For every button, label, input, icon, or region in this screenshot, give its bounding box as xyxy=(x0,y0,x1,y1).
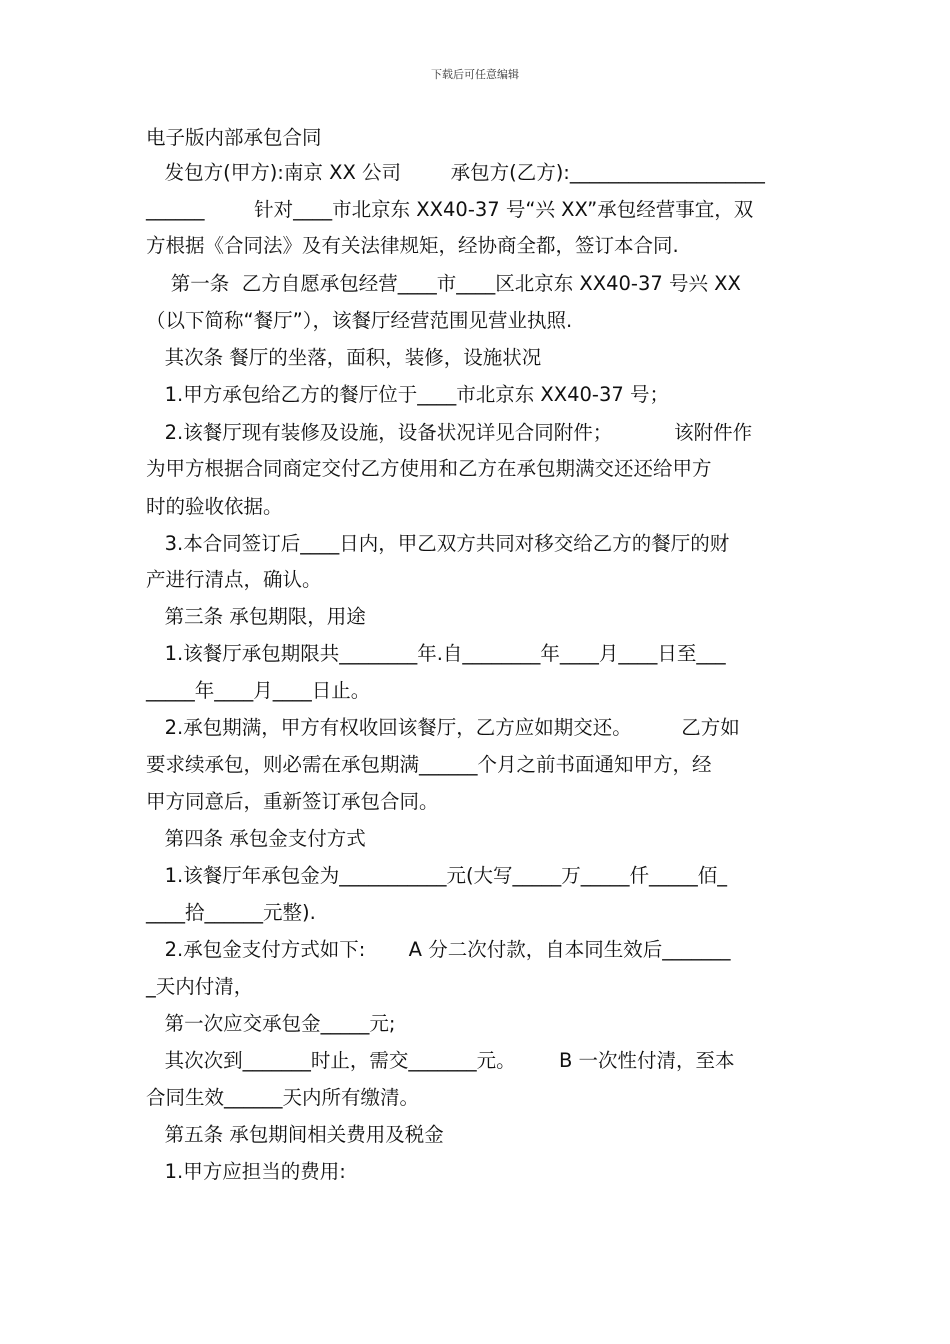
text-line: _____年____月____日止。 xyxy=(146,679,371,702)
text-line: 第三条 承包期限，用途 xyxy=(146,605,366,628)
text-line: 第五条 承包期间相关费用及税金 xyxy=(146,1123,444,1146)
text-line: 2.该餐厅现有装修及设施，设备状况详见合同附件； 该附件作 xyxy=(146,421,753,444)
text-line: 发包方(甲方):南京 XX 公司 承包方(乙方):____________________ xyxy=(146,161,765,184)
text-line: （以下简称“餐厅”），该餐厅经营范围见营业执照. xyxy=(146,309,573,332)
text-line: 2.承包期满，甲方有权收回该餐厅，乙方应如期交还。 乙方如 xyxy=(146,716,740,739)
text-line: 第一次应交承包金_____元; xyxy=(146,1012,396,1035)
text-line: 第四条 承包金支付方式 xyxy=(146,827,366,850)
text-line: 为甲方根据合同商定交付乙方使用和乙方在承包期满交还还给甲方 xyxy=(146,457,712,480)
text-line: 时的验收依据。 xyxy=(146,495,283,518)
text-line: ____拾______元整). xyxy=(146,901,316,924)
text-line: 3.本合同签订后____日内，甲乙双方共同对移交给乙方的餐厅的财 xyxy=(146,532,730,555)
text-line: 要求续承包，则必需在承包期满______个月之前书面通知甲方，经 xyxy=(146,753,712,776)
text-line: 其次次到_______时止，需交_______元。 B 一次性付清，至本 xyxy=(146,1049,735,1072)
text-line: 方根据《合同法》及有关法律规矩，经协商全都，签订本合同. xyxy=(146,234,679,257)
text-line: 1.甲方承包给乙方的餐厅位于____市北京东 XX40-37 号； xyxy=(146,383,669,406)
text-line: 其次条 餐厅的坐落，面积，装修，设施状况 xyxy=(146,346,542,369)
text-line: 1.该餐厅承包期限共________年.自________年____月____日至___ xyxy=(146,642,726,665)
text-line: 2.承包金支付方式如下: A 分二次付款，自本同生效后_______ xyxy=(146,938,731,961)
text-line: _天内付清， xyxy=(146,975,254,998)
page-header: 下载后可任意编辑 xyxy=(431,68,519,81)
text-line: 产进行清点，确认。 xyxy=(146,568,322,591)
text-line: 第一条 乙方自愿承包经营____市____区北京东 XX40-37 号兴 XX xyxy=(146,272,741,295)
text-line: 甲方同意后，重新签订承包合同。 xyxy=(146,790,439,813)
text-line: 合同生效______天内所有缴清。 xyxy=(146,1086,420,1109)
text-line: 1.该餐厅年承包金为___________元(大写_____万_____仟_____佰_ xyxy=(146,864,728,887)
text-line: 1.甲方应担当的费用: xyxy=(146,1160,346,1183)
text-line: ______ 针对____市北京东 XX40-37 号“兴 XX”承包经营事宜，双 xyxy=(146,198,754,221)
document-title: 电子版内部承包合同 xyxy=(146,126,322,149)
